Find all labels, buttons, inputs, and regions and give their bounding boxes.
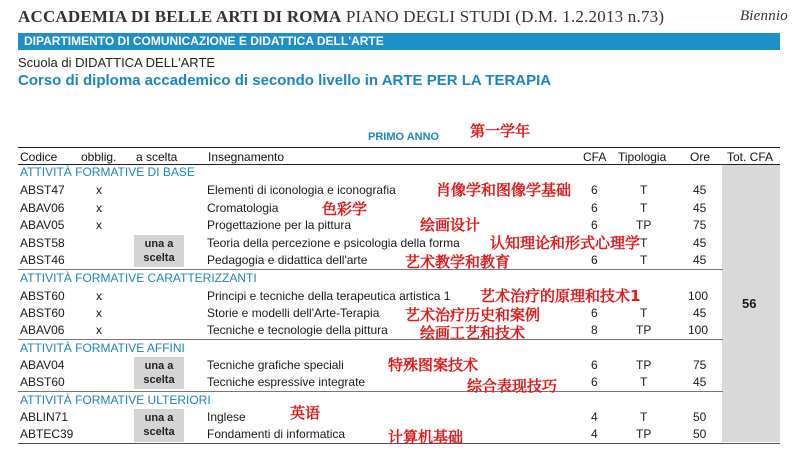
row-ore: 45: [693, 375, 707, 389]
row-ore: 45: [693, 306, 707, 320]
annotation-cn: 色彩学: [322, 200, 368, 218]
row-tipologia: T: [640, 201, 648, 215]
row-ore: 45: [693, 253, 707, 267]
table-row: [18, 217, 723, 234]
row-cfa: 4: [591, 427, 598, 441]
category-affini: ATTIVITÀ FORMATIVE AFFINI: [20, 341, 185, 355]
row-tipologia: TP: [636, 427, 652, 441]
row-ore: 100: [688, 323, 709, 337]
row-code: ABST46: [20, 253, 65, 267]
annotation-cn: 肖像学和图像学基础: [436, 181, 572, 199]
row-ore: 100: [688, 289, 709, 303]
row-tipologia: T: [640, 306, 648, 320]
year-label: PRIMO ANNO: [368, 131, 440, 143]
row-cfa: 6: [591, 358, 598, 372]
scelta-line1: una a: [144, 238, 174, 250]
department-bar: DIPARTIMENTO DI COMUNICAZIONE E DIDATTICA DELL'ARTE: [18, 33, 780, 50]
row-name: Fondamenti di informatica: [207, 427, 346, 441]
row-name: Progettazione per la pittura: [207, 218, 352, 232]
row-code: ABAV04: [20, 358, 65, 372]
table-row: [18, 426, 723, 443]
plan-label: PIANO DEGLI STUDI: [345, 7, 511, 26]
row-cfa: 4: [591, 410, 598, 424]
col-tot: Tot. CFA: [727, 150, 774, 164]
table-row: [18, 182, 723, 199]
col-insegnamento: Insegnamento: [208, 150, 285, 164]
row-ore: 45: [693, 236, 707, 250]
row-ore: 45: [693, 201, 707, 215]
row-code: ABAV06: [20, 323, 65, 337]
row-cfa: 6: [591, 306, 598, 320]
annotation-cn: 计算机基础: [388, 428, 464, 446]
row-ore: 75: [693, 218, 707, 232]
row-name: Elementi di iconologia e iconografia: [207, 183, 396, 197]
row-obblig: x: [96, 306, 102, 320]
row-tipologia: T: [640, 253, 648, 267]
col-obblig: obblig.: [81, 150, 117, 164]
annotation-cn: 绘画工艺和技术: [420, 324, 526, 342]
row-name: Tecniche grafiche speciali: [207, 358, 344, 372]
row-ore: 75: [693, 358, 707, 372]
annotation-cn: 特殊图案技术: [388, 356, 479, 374]
annotation-cn: 认知理论和形式心理学: [490, 234, 641, 252]
annotation-cn: 艺术治疗的原理和技术1: [480, 287, 641, 305]
row-code: ABLIN71: [20, 410, 69, 424]
annotation-cn: 绘画设计: [420, 216, 481, 234]
table-row: [18, 374, 723, 391]
scelta-line1: una a: [144, 360, 174, 372]
scelta-line2: scelta: [143, 252, 175, 264]
table-row: [18, 322, 723, 339]
annotation-cn: 艺术教学和教育: [405, 253, 511, 271]
row-tipologia: TP: [636, 323, 652, 337]
table-row: [18, 357, 723, 374]
row-name: Teoria della percezione e psicologia della forma: [207, 236, 460, 250]
col-tipologia: Tipologia: [618, 150, 667, 164]
row-cfa: 6: [591, 253, 598, 267]
category-ulteriori: ATTIVITÀ FORMATIVE ULTERIORI: [20, 393, 211, 407]
row-tipologia: T: [640, 410, 648, 424]
school-name: Scuola di DIDATTICA DELL'ARTE: [18, 55, 216, 70]
row-code: ABST47: [20, 183, 65, 197]
institution-name: ACCADEMIA DI BELLE ARTI DI ROMA: [18, 7, 342, 26]
row-code: ABST60: [20, 306, 65, 320]
page-header: [18, 7, 788, 29]
row-name: Tecniche espressive integrate: [207, 375, 366, 389]
row-cfa: 6: [591, 375, 598, 389]
row-code: ABTEC39: [20, 427, 74, 441]
row-tipologia: T: [640, 236, 648, 250]
annotation-cn: 艺术治疗历史和案例: [405, 306, 541, 324]
row-tipologia: T: [640, 375, 648, 389]
col-ore: Ore: [690, 150, 711, 164]
level-label: Biennio: [739, 8, 788, 24]
table-row: [18, 200, 723, 217]
row-name: Tecniche e tecnologie della pittura: [207, 323, 388, 337]
row-ore: 45: [693, 183, 707, 197]
row-code: ABAV05: [20, 218, 65, 232]
row-cfa: 6: [591, 201, 598, 215]
year-annotation: 第一学年: [470, 122, 531, 140]
course-title: Corso di diploma accademico di secondo livello in ARTE PER LA TERAPIA: [18, 72, 552, 89]
row-tipologia: T: [640, 183, 648, 197]
row-code: ABST58: [20, 236, 65, 250]
row-cfa: 6: [591, 183, 598, 197]
category-caratterizzanti: ATTIVITÀ FORMATIVE CARATTERIZZANTI: [20, 271, 257, 285]
row-ore: 50: [693, 427, 707, 441]
annotation-cn: 英语: [290, 404, 321, 422]
row-name: Cromatologia: [207, 201, 279, 215]
scelta-line2: scelta: [143, 426, 175, 438]
row-tipologia: TP: [636, 358, 652, 372]
row-obblig: x: [96, 201, 102, 215]
row-code: ABST60: [20, 289, 65, 303]
row-obblig: x: [96, 218, 102, 232]
row-code: ABAV06: [20, 201, 65, 215]
row-obblig: x: [96, 183, 102, 197]
row-code: ABST60: [20, 375, 65, 389]
table-row: [18, 252, 723, 269]
col-scelta: a scelta: [136, 150, 178, 164]
table-top-rule: [18, 147, 780, 148]
row-name: Principi e tecniche della terapeutica artistica 1: [207, 289, 451, 303]
row-name: Inglese: [207, 410, 246, 424]
total-cfa-value: 56: [742, 296, 757, 311]
table-row: [18, 409, 723, 426]
row-name: Storie e modelli dell'Arte-Terapia: [207, 306, 380, 320]
row-cfa: 8: [591, 323, 598, 337]
row-ore: 50: [693, 410, 707, 424]
col-codice: Codice: [20, 150, 58, 164]
row-obblig: x: [96, 289, 102, 303]
table-row: [18, 305, 723, 322]
col-cfa: CFA: [583, 150, 607, 164]
row-cfa: 6: [591, 218, 598, 232]
annotation-cn: 综合表现技巧: [467, 377, 558, 395]
decree-label: (D.M. 1.2.2013 n.73): [515, 7, 665, 26]
scelta-line2: scelta: [143, 374, 175, 386]
row-obblig: x: [96, 323, 102, 337]
scelta-line1: una a: [144, 412, 174, 424]
row-name: Pedagogia e didattica dell'arte: [207, 253, 368, 267]
category-base: ATTIVITÀ FORMATIVE DI BASE: [20, 165, 195, 179]
row-tipologia: TP: [636, 218, 652, 232]
